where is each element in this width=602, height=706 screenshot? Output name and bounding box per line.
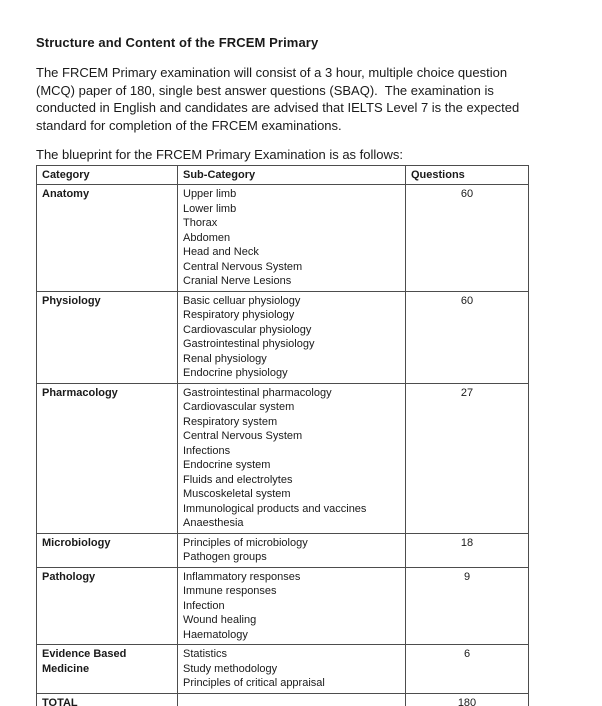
table-row bbox=[37, 645, 529, 694]
category-cell: Physiology bbox=[37, 291, 178, 383]
table-row bbox=[37, 567, 529, 645]
subcategory-line: Infection bbox=[183, 599, 225, 612]
page-title: Structure and Content of the FRCEM Primary bbox=[36, 35, 319, 50]
blueprint-table bbox=[36, 165, 529, 706]
subcategory-line: Study methodology bbox=[183, 662, 278, 675]
intro-line: standard for completion of the FRCEM examinations. bbox=[36, 117, 342, 133]
subcategory-cell bbox=[178, 645, 406, 694]
subcategory-line: Cardiovascular physiology bbox=[183, 323, 312, 336]
subcategory-line: Muscoskeletal system bbox=[183, 488, 291, 500]
intro-line: (MCQ) paper of 180, single best answer questions (SBAQ). The examination is bbox=[36, 82, 494, 98]
questions-cell: 18 bbox=[406, 533, 529, 567]
questions-cell: 60 bbox=[406, 185, 529, 292]
subcategory-line: Principles of microbiology bbox=[183, 536, 308, 549]
category-cell: TOTAL bbox=[37, 693, 178, 706]
subcategory-line: Renal physiology bbox=[183, 352, 267, 365]
subcategory-line: Infections bbox=[183, 444, 231, 457]
subcategory-line: Endocrine system bbox=[183, 459, 271, 471]
subcategory-line: Upper limb bbox=[183, 188, 237, 200]
questions-cell: 180 bbox=[406, 693, 529, 706]
subcategory-line: Central Nervous System bbox=[183, 430, 303, 442]
subcategory-cell bbox=[178, 291, 406, 383]
intro-line: conducted in English and candidates are advised that IELTS Level 7 is the expected bbox=[36, 100, 520, 115]
table-row bbox=[37, 533, 529, 567]
subcategory-line: Central Nervous System bbox=[183, 260, 303, 273]
header-category: Category bbox=[37, 166, 178, 185]
subcategory-line: Thorax bbox=[183, 217, 218, 229]
subcategory-cell bbox=[178, 567, 406, 645]
subcategory-line: Principles of critical appraisal bbox=[183, 677, 325, 689]
subcategory-line: Respiratory system bbox=[183, 415, 278, 428]
subcategory-line: Respiratory physiology bbox=[183, 309, 295, 321]
subcategory-line: Lower limb bbox=[183, 202, 237, 215]
table-row bbox=[37, 185, 529, 292]
questions-cell: 9 bbox=[406, 567, 529, 645]
table-body bbox=[37, 185, 529, 706]
category-cell: Anatomy bbox=[37, 185, 178, 292]
subcategory-line: Haematology bbox=[183, 628, 248, 641]
subcategory-line: Wound healing bbox=[183, 614, 257, 626]
subcategory-line: Cranial Nerve Lesions bbox=[183, 275, 292, 287]
subcategory-line: Head and Neck bbox=[183, 246, 259, 258]
questions-cell: 6 bbox=[406, 645, 529, 694]
subcategory-line: Gastrointestinal pharmacology bbox=[183, 386, 332, 399]
category-cell: Microbiology bbox=[37, 533, 178, 567]
subcategory-line: Pathogen groups bbox=[183, 551, 267, 563]
header-questions: Questions bbox=[406, 166, 529, 185]
intro-paragraph bbox=[36, 64, 576, 134]
subcategory-cell bbox=[178, 383, 406, 533]
subcategory-line: Endocrine physiology bbox=[183, 367, 288, 379]
intro-line: The FRCEM Primary examination will consist of a 3 hour, multiple choice question bbox=[36, 65, 508, 80]
questions-cell: 60 bbox=[406, 291, 529, 383]
table-row bbox=[37, 291, 529, 383]
subcategory-cell bbox=[178, 693, 406, 706]
table-row bbox=[37, 383, 529, 533]
subcategory-line: Anaesthesia bbox=[183, 517, 244, 529]
category-cell: Evidence Based Medicine bbox=[37, 645, 178, 694]
subcategory-line: Abdomen bbox=[183, 231, 231, 244]
header-subcategory: Sub-Category bbox=[178, 166, 406, 185]
subcategory-line: Cardiovascular system bbox=[183, 401, 295, 413]
category-cell: Pathology bbox=[37, 567, 178, 645]
subcategory-line: Basic celluar physiology bbox=[183, 294, 301, 307]
questions-cell: 27 bbox=[406, 383, 529, 533]
subcategory-line: Gastrointestinal physiology bbox=[183, 338, 315, 350]
subcategory-line: Immune responses bbox=[183, 585, 277, 597]
subcategory-line: Fluids and electrolytes bbox=[183, 473, 293, 486]
category-cell: Pharmacology bbox=[37, 383, 178, 533]
subcategory-line: Immunological products and vaccines bbox=[183, 502, 367, 515]
table-total-row bbox=[37, 693, 529, 706]
subcategory-line: Statistics bbox=[183, 648, 228, 660]
subcategory-cell bbox=[178, 533, 406, 567]
document-content bbox=[36, 0, 576, 706]
table-header-row bbox=[37, 166, 529, 185]
blueprint-caption: The blueprint for the FRCEM Primary Examination is as follows: bbox=[36, 147, 404, 162]
subcategory-cell bbox=[178, 185, 406, 292]
subcategory-line: Inflammatory responses bbox=[183, 570, 301, 583]
